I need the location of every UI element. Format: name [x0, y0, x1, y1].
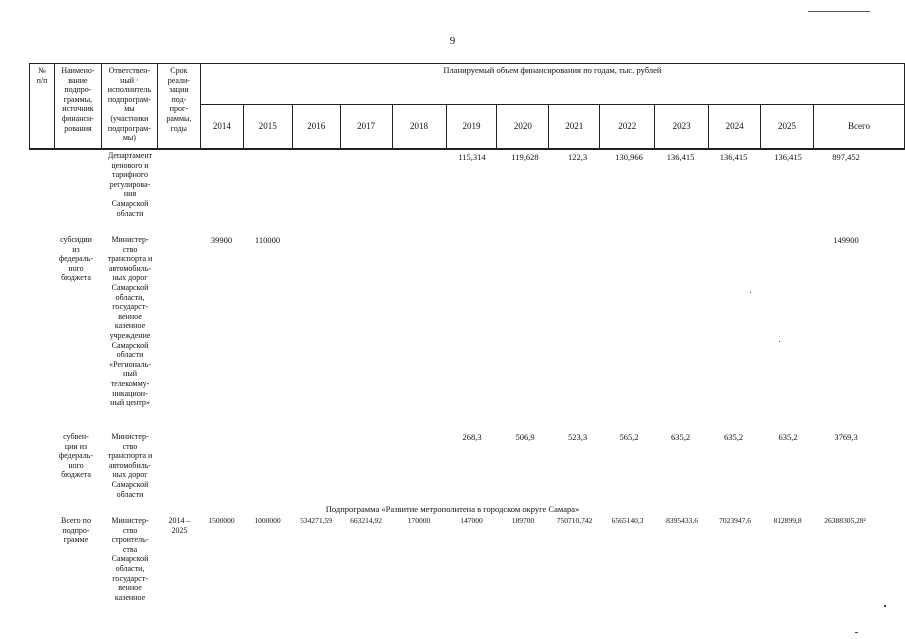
row-value: 39900: [210, 235, 233, 245]
row-value: 635,2: [723, 432, 744, 442]
row-value: 8395433,6: [666, 516, 698, 525]
row-value: 1500000: [208, 516, 235, 525]
header-year: 2015: [243, 105, 292, 149]
row-value: 523,3: [567, 432, 588, 442]
header-year: 2025: [761, 105, 814, 149]
row-value: 7023947,6: [719, 516, 751, 525]
header-num: № п/п: [30, 64, 55, 149]
header-year: 2017: [340, 105, 392, 149]
header-responsible: Ответствен- ный · исполнитель подпрограм- мы (участники подпрограм- мы): [101, 64, 157, 149]
row-value: 136,415: [719, 152, 748, 162]
row-value: 565,2: [619, 432, 639, 442]
header-year: 2022: [600, 105, 655, 149]
row-value: 170000: [407, 516, 431, 525]
row-value: 130,966: [615, 152, 643, 162]
row-name: Всего по подпро- грамме: [61, 516, 91, 545]
header-name: Наимено- вание подпро- граммы, источник финанси- рования: [54, 64, 101, 149]
row-name: субсидии из федераль- ного бюджета: [58, 235, 94, 283]
row-value: 268,3: [462, 432, 482, 442]
row-value: 812899,8: [773, 516, 802, 525]
row-value: 1000000: [254, 516, 281, 525]
table-header: [29, 63, 905, 149]
row-value: 110000: [254, 235, 281, 245]
header-term: Срок реали- зации под- прог- раммы, годы: [157, 64, 200, 149]
header-bottom-rule: [29, 149, 905, 150]
row-value: 635,2: [778, 432, 798, 442]
row-value: 122,3: [567, 152, 588, 162]
row-name: субвен- ции из федераль- ного бюджета: [58, 432, 94, 480]
row-value: 147000: [460, 516, 483, 525]
row-value: 506,9: [515, 432, 535, 442]
row-responsible: Министер- ство транспорта и автомобиль- ных дорог Самарской области: [107, 432, 153, 499]
scan-speck: [855, 632, 858, 633]
header-year: 2014: [200, 105, 243, 149]
scan-speck: [884, 605, 886, 607]
header-total: Всего: [813, 105, 904, 149]
header-year: 2016: [292, 105, 340, 149]
row-value: 136,415: [774, 152, 802, 162]
row-total: 26388305,28²: [824, 516, 866, 525]
row-value: 136,415: [666, 152, 695, 162]
row-term: 2014 – 2025: [168, 516, 191, 535]
row-value: 189700: [511, 516, 535, 525]
row-value: 534271,59: [300, 516, 332, 525]
header-year: 2019: [446, 105, 497, 149]
header-year: 2018: [392, 105, 446, 149]
header-year: 2024: [709, 105, 761, 149]
row-value: 6565140,3: [611, 516, 644, 525]
row-value: 635,2: [670, 432, 691, 442]
row-total: 897,452: [832, 152, 860, 162]
row-total: 149900: [833, 235, 859, 245]
scan-speck: [750, 292, 751, 293]
header-year: 2020: [497, 105, 549, 149]
row-responsible: Министер- ство строитель- ства Самарской области, государст- венное казенное: [111, 516, 149, 602]
header-year: 2021: [549, 105, 600, 149]
top-rule: [808, 11, 870, 12]
row-responsible: Министер- ство транспорта и автомобиль- ных дорог Самарской области, государст- венное казенное учреждение Самарской области «Региональ- ный телекомму- никацион- ный центр»: [107, 235, 153, 408]
row-responsible: Департамент ценового и тарифного регулирова- ния Самарской области: [107, 151, 153, 218]
page-number: 9: [449, 35, 456, 47]
header-year: 2023: [655, 105, 709, 149]
row-value: 119,628: [511, 152, 539, 162]
row-value: 115,314: [458, 152, 486, 162]
row-total: 3769,3: [834, 432, 858, 442]
scan-speck: [779, 341, 780, 342]
header-planned-title: Планируемый объем финансирования по годам, тыс. рублей: [200, 64, 904, 105]
subprogram-title: Подпрограмма «Развитие метрополитена в городском округе Самара»: [325, 504, 580, 514]
row-value: 663214,92: [350, 516, 382, 525]
row-value: 750710,742: [556, 516, 593, 525]
